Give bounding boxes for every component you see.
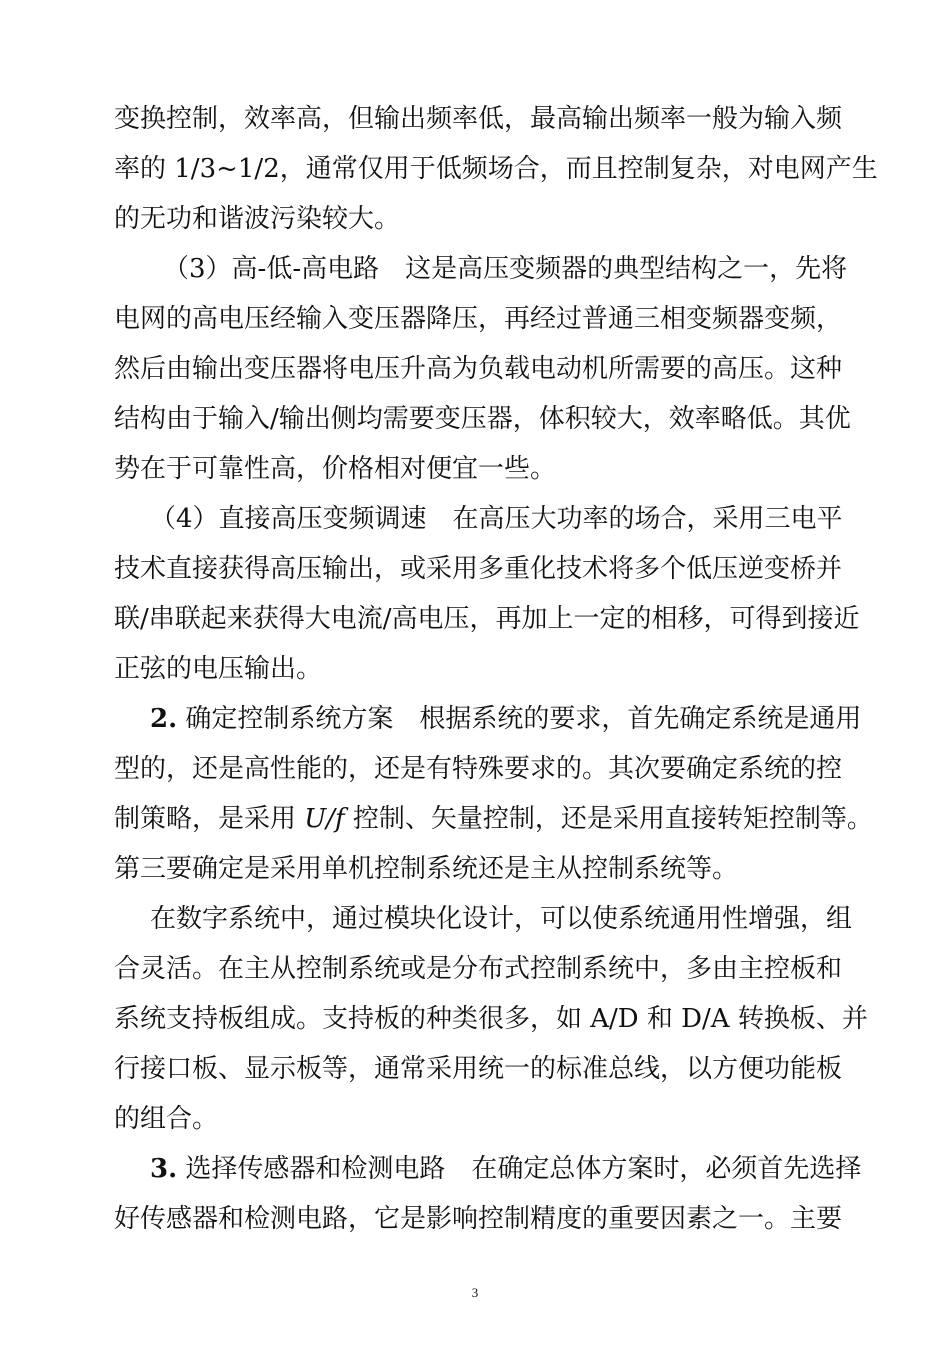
section-heading-line bbox=[150, 1144, 862, 1194]
text-line: 系统支持板组成。支持板的种类很多，如 A/D 和 D/A 转换板、并 bbox=[114, 1004, 868, 1034]
paragraph-heading-line: （3）高-低-高电路 这是高压变频器的典型结构之一，先将 bbox=[163, 254, 848, 284]
text-line: 结构由于输入/输出侧均需要变压器，体积较大，效率略低。其优 bbox=[114, 404, 851, 434]
paragraph-heading-line: （4）直接高压变频调速 在高压大功率的场合，采用三电平 bbox=[150, 504, 843, 534]
text-line: 势在于可靠性高，价格相对便宜一些。 bbox=[114, 454, 557, 484]
page-number: 3 bbox=[471, 1285, 479, 1300]
text-line: 型的，还是高性能的，还是有特殊要求的。其次要确定系统的控 bbox=[114, 754, 843, 784]
text-line bbox=[114, 794, 873, 844]
text-line: 行接口板、显示板等，通常采用统一的标准总线，以方便功能板 bbox=[114, 1054, 843, 1084]
section-heading-text: 确定控制系统方案 根据系统的要求，首先确定系统是通用 bbox=[177, 704, 862, 734]
text-segment: 控制、矢量控制，还是采用直接转矩控制等。 bbox=[344, 804, 873, 834]
text-segment: 制策略，是采用 bbox=[114, 804, 305, 834]
text-line: 的组合。 bbox=[114, 1104, 219, 1134]
text-line: 联/串联起来获得大电流/高电压，再加上一定的相移，可得到接近 bbox=[114, 604, 860, 634]
text-line: 的无功和谐波污染较大。 bbox=[114, 204, 401, 234]
text-line: 技术直接获得高压输出，或采用多重化技术将多个低压逆变桥并 bbox=[114, 554, 843, 584]
section-number: 3. bbox=[150, 1154, 178, 1184]
section-heading-text: 选择传感器和检测电路 在确定总体方案时，必须首先选择 bbox=[177, 1154, 862, 1184]
math-symbol-uf: U/f bbox=[304, 804, 345, 834]
paragraph-start-line: 在数字系统中，通过模块化设计，可以使系统通用性增强，组 bbox=[150, 904, 853, 934]
text-line: 变换控制，效率高，但输出频率低，最高输出频率一般为输入频 bbox=[114, 104, 843, 134]
section-number: 2. bbox=[150, 704, 178, 734]
text-line: 合灵活。在主从控制系统或是分布式控制系统中，多由主控板和 bbox=[114, 954, 843, 984]
section-heading-line bbox=[150, 694, 862, 744]
text-line: 好传感器和检测电路，它是影响控制精度的重要因素之一。主要 bbox=[114, 1204, 843, 1234]
text-line: 电网的高电压经输入变压器降压，再经过普通三相变频器变频， bbox=[114, 304, 843, 334]
text-line: 第三要确定是采用单机控制系统还是主从控制系统等。 bbox=[114, 854, 739, 884]
text-line: 然后由输出变压器将电压升高为负载电动机所需要的高压。这种 bbox=[114, 354, 843, 384]
text-line: 正弦的电压输出。 bbox=[114, 654, 323, 684]
text-line: 率的 1/3~1/2，通常仅用于低频场合，而且控制复杂，对电网产生 bbox=[114, 154, 878, 184]
